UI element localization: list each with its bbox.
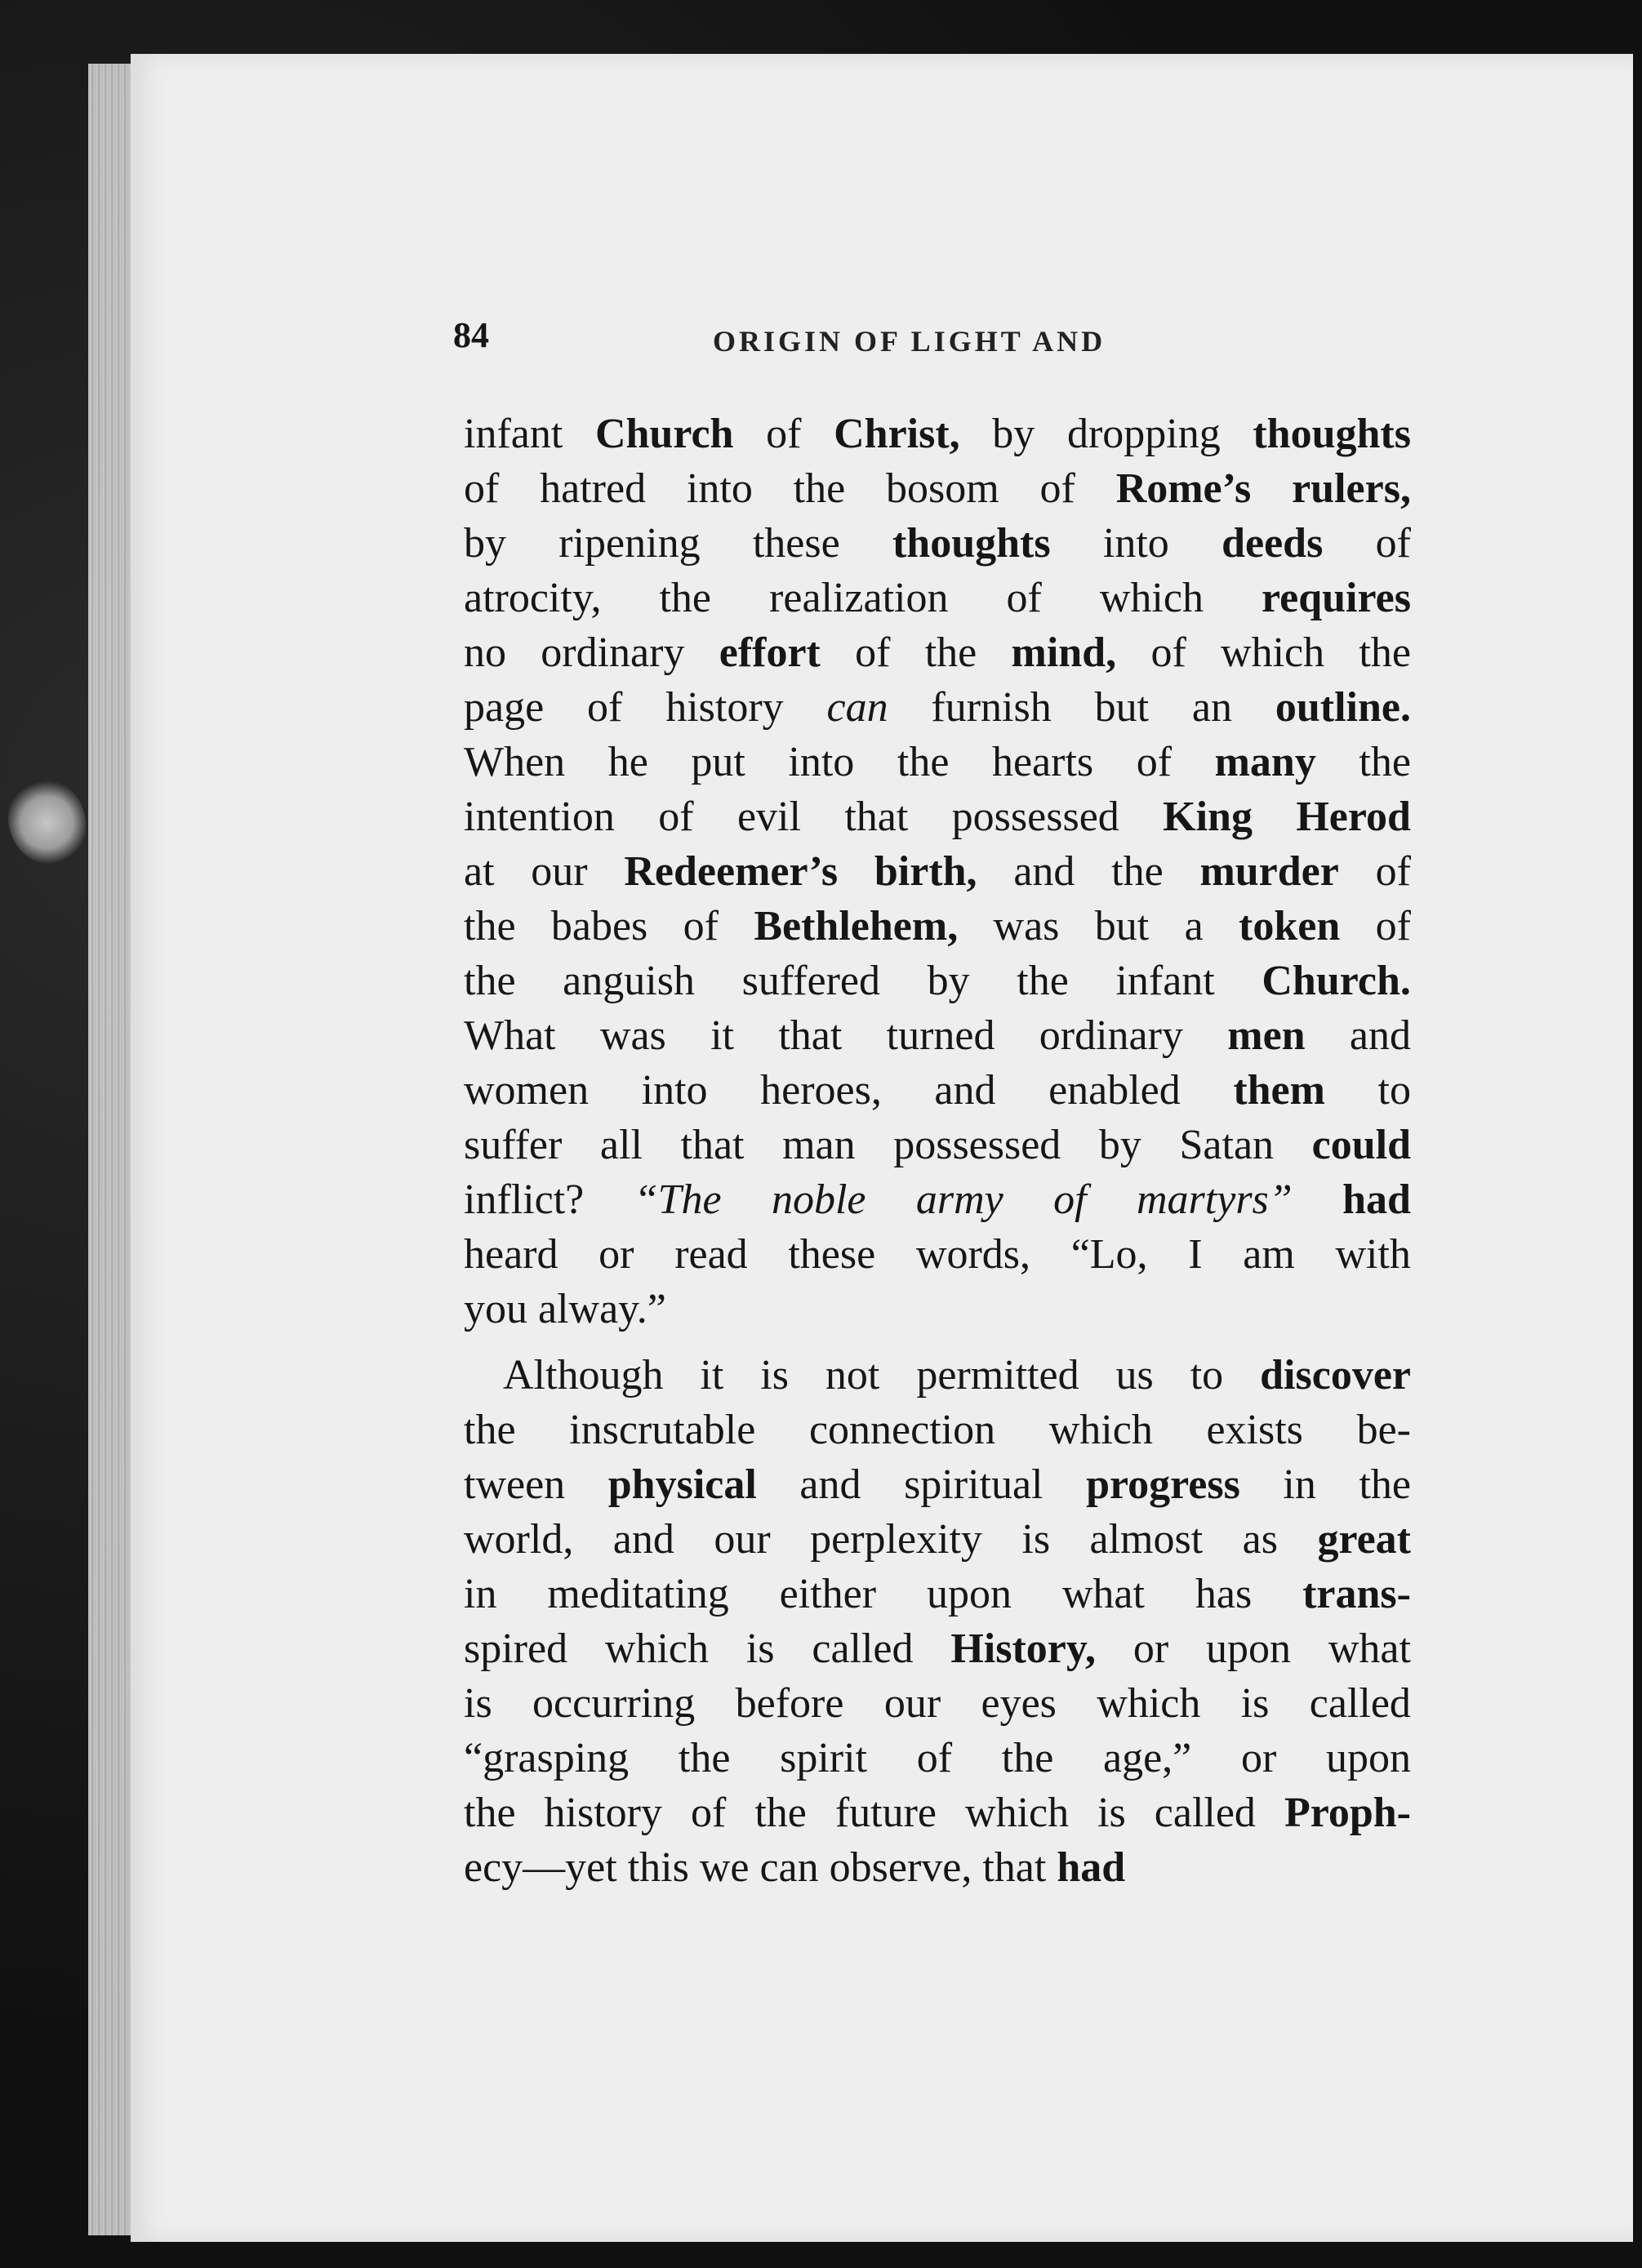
word: upon (1325, 1735, 1411, 1781)
word: or (1132, 1625, 1169, 1672)
word: the (1111, 848, 1164, 895)
word: exists (1206, 1407, 1303, 1453)
word: Satan (1179, 1122, 1275, 1168)
word: Although (503, 1352, 664, 1399)
text-line (464, 1008, 1411, 1063)
word: babes (550, 903, 648, 949)
word: of (658, 794, 694, 840)
word: not (825, 1352, 880, 1399)
word: many (1214, 739, 1316, 785)
word: by (464, 520, 506, 567)
text-line (464, 1348, 1411, 1403)
word: atrocity, (464, 575, 602, 621)
text-line (464, 1676, 1411, 1731)
word: the (464, 1790, 516, 1836)
word: by (1098, 1122, 1141, 1168)
word: the (464, 903, 516, 949)
word: enabled (1048, 1067, 1181, 1114)
word: age,” (1102, 1735, 1192, 1781)
word: alway.” (538, 1286, 666, 1332)
word: the (1359, 739, 1411, 785)
word: Bethlehem, (754, 903, 959, 949)
word: what (1061, 1571, 1145, 1617)
space (617, 1840, 628, 1895)
word: of (855, 629, 891, 676)
word: but (1094, 684, 1150, 731)
word: is (1240, 1680, 1270, 1727)
word: “grasping (464, 1735, 630, 1781)
word: or (1240, 1735, 1277, 1781)
space (689, 1840, 700, 1895)
word: suffered (741, 958, 880, 1004)
word: men (1227, 1012, 1306, 1059)
word: the (754, 1790, 807, 1836)
text-line (464, 680, 1411, 735)
word: upon (1205, 1625, 1291, 1672)
text-line (464, 1840, 1411, 1895)
word: and (799, 1461, 861, 1508)
word: of (1375, 520, 1411, 567)
word: these (788, 1231, 876, 1278)
word: of (1006, 575, 1042, 621)
word: in (464, 1571, 497, 1617)
word: be- (1356, 1407, 1411, 1453)
word: history (665, 684, 784, 731)
word: Proph- (1284, 1790, 1411, 1836)
text-line (464, 1512, 1411, 1567)
word: which (1099, 575, 1204, 621)
word: but (1094, 903, 1150, 949)
text-line (464, 1282, 1411, 1336)
word: in (1283, 1461, 1316, 1508)
word: thoughts (1253, 411, 1411, 457)
word: turned (886, 1012, 995, 1059)
word: deeds (1221, 520, 1324, 567)
word: of (916, 1735, 953, 1781)
word: which (604, 1625, 710, 1672)
word: to (1377, 1067, 1411, 1114)
word: thoughts (892, 520, 1051, 567)
word: dropping (1066, 411, 1221, 457)
word: army (915, 1176, 1003, 1223)
word: the (793, 465, 846, 512)
word: read (674, 1231, 748, 1278)
word: noble (771, 1176, 866, 1223)
space (749, 1840, 759, 1895)
word: intention (464, 794, 615, 840)
word: token (1239, 903, 1341, 949)
word: anguish (563, 958, 695, 1004)
word: is (745, 1625, 775, 1672)
word: occurring (532, 1680, 696, 1727)
word: the (1001, 1735, 1054, 1781)
word: which (1221, 629, 1325, 676)
word: observe, (829, 1844, 972, 1891)
space (527, 1282, 538, 1336)
word: what (1328, 1625, 1411, 1672)
word: birth, (874, 848, 977, 895)
word: almost (1089, 1516, 1204, 1563)
word: What (464, 1012, 556, 1059)
word: possessed (951, 794, 1119, 840)
word: future (834, 1790, 937, 1836)
word: inflict? (464, 1176, 585, 1223)
word: of (1039, 465, 1075, 512)
word: spirit (780, 1735, 868, 1781)
word: spiritual (904, 1461, 1043, 1508)
word: the (1359, 1461, 1411, 1508)
word: trans- (1302, 1571, 1411, 1617)
word: hearts (991, 739, 1094, 785)
word: either (779, 1571, 877, 1617)
word: no (464, 629, 506, 676)
text-line (464, 1227, 1411, 1282)
word: world, (464, 1516, 574, 1563)
word: is (1021, 1516, 1051, 1563)
text-line (464, 571, 1411, 625)
word: it (710, 1012, 735, 1059)
word: of (587, 684, 623, 731)
word: heroes, (760, 1067, 882, 1114)
word: bosom (886, 465, 999, 512)
word: great (1317, 1516, 1411, 1563)
word: and (1013, 848, 1075, 895)
word: has (1195, 1571, 1253, 1617)
text-line (464, 1567, 1411, 1621)
word: that (680, 1122, 745, 1168)
word: could (1311, 1122, 1411, 1168)
text-line (464, 899, 1411, 954)
word: of (683, 903, 719, 949)
word: that (982, 1844, 1047, 1891)
word: our (714, 1516, 771, 1563)
word: outline. (1275, 684, 1411, 731)
word: put (691, 739, 745, 785)
word: of (690, 1790, 727, 1836)
paragraph-gap (464, 1336, 1411, 1348)
word: words, (915, 1231, 1030, 1278)
word: King (1163, 794, 1253, 840)
word: Redeemer’s (624, 848, 839, 895)
text-line (464, 461, 1411, 516)
word: the (464, 958, 516, 1004)
text-line (464, 625, 1411, 680)
space (972, 1840, 982, 1895)
word: When (464, 739, 566, 785)
word: at (464, 848, 495, 895)
word: a (1184, 903, 1204, 949)
space (1046, 1840, 1057, 1895)
word: of (1136, 739, 1173, 785)
word: called (1309, 1680, 1411, 1727)
word: into (641, 1067, 708, 1114)
word: had (1057, 1844, 1126, 1891)
word: Church. (1262, 958, 1411, 1004)
word: progress (1086, 1461, 1240, 1508)
word: the (1359, 629, 1411, 676)
word: hatred (540, 465, 647, 512)
text-line (464, 1621, 1411, 1676)
word: inscrutable (569, 1407, 756, 1453)
word: you (464, 1286, 527, 1332)
word: with (1335, 1231, 1411, 1278)
word: Church (594, 411, 734, 457)
word: permitted (916, 1352, 1079, 1399)
word: all (599, 1122, 643, 1168)
word: called (812, 1625, 914, 1672)
word: which (1097, 1680, 1201, 1727)
word: Christ, (834, 411, 960, 457)
text-line (464, 789, 1411, 844)
body-text (464, 407, 1411, 1895)
word: infant (1115, 958, 1215, 1004)
word: is (1097, 1790, 1126, 1836)
text-line (464, 407, 1411, 461)
word: perplexity (810, 1516, 982, 1563)
word: of (1375, 848, 1411, 895)
word: tween (464, 1461, 566, 1508)
word: can (826, 684, 888, 731)
word: and (612, 1516, 674, 1563)
word: into (788, 739, 855, 785)
word: as (1242, 1516, 1278, 1563)
word: an (1191, 684, 1232, 731)
word: we (699, 1844, 750, 1891)
word: or (599, 1231, 634, 1278)
word: the (659, 575, 712, 621)
word: evil (736, 794, 801, 840)
word: History, (950, 1625, 1096, 1672)
word: furnish (931, 684, 1052, 731)
text-line (464, 516, 1411, 571)
paragraph-2 (464, 1348, 1411, 1895)
word: it (700, 1352, 724, 1399)
word: man (782, 1122, 856, 1168)
word: can (759, 1844, 819, 1891)
word: of (1150, 629, 1186, 676)
word: is (760, 1352, 789, 1399)
word: heard (464, 1231, 558, 1278)
word: before (735, 1680, 844, 1727)
text-line (464, 735, 1411, 789)
word: by (927, 958, 970, 1004)
word: ecy—yet (464, 1844, 617, 1891)
word: is (464, 1680, 492, 1727)
word: the (897, 739, 950, 785)
word: murder (1199, 848, 1339, 895)
word: them (1233, 1067, 1325, 1114)
word: requires (1262, 575, 1411, 621)
text-line (464, 1172, 1411, 1227)
word: of (464, 465, 500, 512)
word: possessed (893, 1122, 1061, 1168)
word: us (1115, 1352, 1154, 1399)
word: spired (464, 1625, 568, 1672)
word: women (464, 1067, 590, 1114)
word: discover (1260, 1352, 1411, 1399)
word: this (627, 1844, 689, 1891)
word: the (924, 629, 977, 676)
word: meditating (547, 1571, 729, 1617)
word: connection (808, 1407, 996, 1453)
word: the (464, 1407, 516, 1453)
space (819, 1840, 830, 1895)
word: mind, (1011, 629, 1117, 676)
text-line (464, 1457, 1411, 1512)
text-line (464, 1731, 1411, 1785)
word: am (1243, 1231, 1295, 1278)
word: of (766, 411, 802, 457)
word: martyrs” (1137, 1176, 1293, 1223)
word: and (934, 1067, 996, 1114)
word: history (544, 1790, 662, 1836)
word: physical (607, 1461, 757, 1508)
word: upon (926, 1571, 1012, 1617)
word: “The (634, 1176, 722, 1223)
word: into (1102, 520, 1169, 567)
word: Rome’s (1115, 465, 1252, 512)
text-line (464, 954, 1411, 1008)
text-line (464, 844, 1411, 899)
word: was (599, 1012, 666, 1059)
word: rulers, (1292, 465, 1411, 512)
word: and (1349, 1012, 1411, 1059)
paragraph-1 (464, 407, 1411, 1336)
word: that (844, 794, 909, 840)
word: which (1048, 1407, 1153, 1453)
word: by (992, 411, 1035, 457)
word: into (686, 465, 753, 512)
word: called (1154, 1790, 1256, 1836)
text-line (464, 1403, 1411, 1457)
word: to (1190, 1352, 1224, 1399)
word: our (531, 848, 588, 895)
word: realization (769, 575, 949, 621)
word: the (1017, 958, 1069, 1004)
word: effort (719, 629, 821, 676)
word: he (607, 739, 648, 785)
page-header (453, 314, 1408, 363)
word: had (1342, 1176, 1411, 1223)
word: ordinary (541, 629, 685, 676)
word: was (993, 903, 1060, 949)
word: of (1375, 903, 1411, 949)
word: which (965, 1790, 1070, 1836)
word: ripening (558, 520, 701, 567)
word: suffer (464, 1122, 563, 1168)
word: that (778, 1012, 843, 1059)
text-line (464, 1785, 1411, 1840)
word: of (1053, 1176, 1087, 1223)
text-line (464, 1063, 1411, 1118)
word: these (752, 520, 840, 567)
word: Herod (1296, 794, 1411, 840)
page-edges (88, 64, 137, 2235)
word: eyes (981, 1680, 1057, 1727)
word: the (678, 1735, 731, 1781)
page-number: 84 (453, 315, 489, 355)
word: infant (464, 411, 563, 457)
word: I (1188, 1231, 1203, 1278)
word: page (464, 684, 545, 731)
word: our (883, 1680, 941, 1727)
text-line (464, 1118, 1411, 1172)
word: “Lo, (1070, 1231, 1148, 1278)
running-head: ORIGIN OF LIGHT AND (713, 325, 1106, 358)
word: ordinary (1039, 1012, 1183, 1059)
